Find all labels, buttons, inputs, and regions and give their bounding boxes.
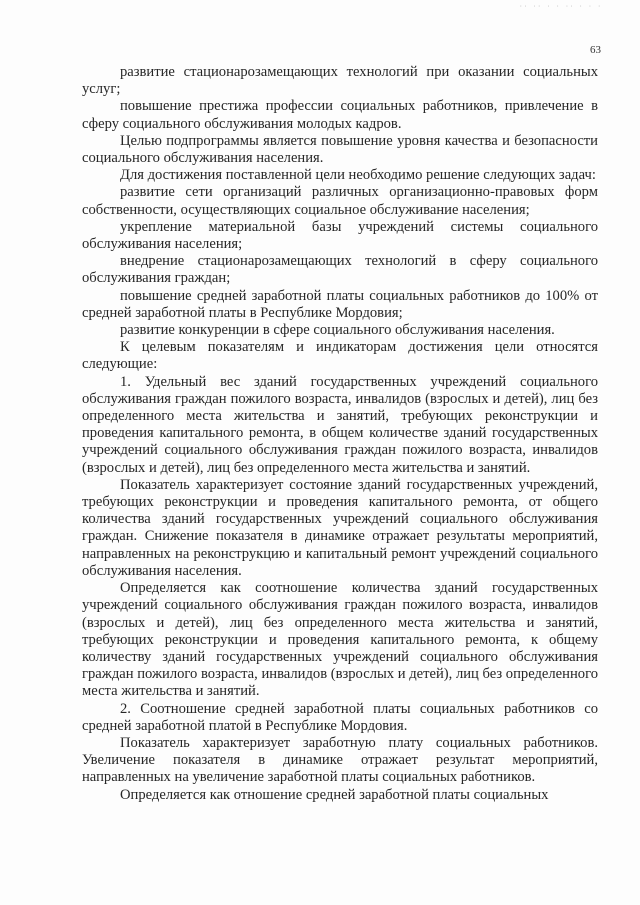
paragraph-2: повышение престижа профессии социальных работников, привлечение в сферу социального обслуживания молодых кадров. bbox=[82, 98, 598, 132]
page-number: 63 bbox=[590, 44, 601, 56]
paragraph-5: развитие сети организаций различных организационно-правовых форм собственности, осуществляющих социальное обслуживание населения; bbox=[82, 184, 598, 218]
paragraph-7: внедрение стационарозамещающих технологий в сферу социального обслуживания граждан; bbox=[82, 253, 598, 287]
paragraph-8: повышение средней заработной платы социальных работников до 100% от средней заработной платы в Республике Мордовия; bbox=[82, 287, 598, 321]
paragraph-16: Определяется как отношение средней заработной платы социальных bbox=[120, 786, 549, 803]
paragraph-3: Целью подпрограммы является повышение уровня качества и безопасности социального обслуживания населения. bbox=[82, 132, 598, 167]
paragraph-10: К целевым показателям и индикаторам достижения цели относятся следующие: bbox=[82, 339, 598, 373]
paragraph-15: Показатель характеризует заработную плату социальных работников. Увеличение показателя в динамике отражает результат мероприятий, направленных на увеличение заработной платы социальных работников. bbox=[82, 734, 598, 786]
paragraph-4: Для достижения поставленной цели необходимо решение следующих задач: bbox=[120, 167, 596, 184]
paragraph-12: Показатель характеризует состояние зданий государственных учреждений, требующих реконструкции и проведения капитального ремонта, от общего количества зданий государственных учреждений социального обслуживания граждан. Снижение показателя в динамике отражает результаты мероприятий, направленных на реконструкцию и капитальный ремонт учреждений социального обслуживания населения. bbox=[82, 476, 598, 579]
paragraph-14: 2. Соотношение средней заработной платы социальных работников со средней заработной платой в Республике Мордовия. bbox=[82, 700, 598, 734]
scan-artifact-text: ·· ·· · · ·· · · · bbox=[518, 3, 602, 10]
paragraph-1: развитие стационарозамещающих технологий при оказании социальных услуг; bbox=[82, 64, 598, 98]
paragraph-13: Определяется как соотношение количества зданий государственных учреждений социального обслуживания граждан пожилого возраста, инвалидов (взрослых и детей), лиц без определенного места жительства и занятий, требующих реконструкции и проведения капитального ремонта, к общему количеству зданий государственных учреждений социального обслуживания граждан пожилого возраста, инвалидов (взрослых и детей), лиц без определенного места жительства и занятий. bbox=[82, 580, 598, 700]
paragraph-9: развитие конкуренции в сфере социального обслуживания населения. bbox=[120, 322, 555, 339]
paragraph-6: укрепление материальной базы учреждений системы социального обслуживания населения; bbox=[82, 218, 598, 253]
document-body bbox=[82, 64, 598, 804]
paragraph-11: 1. Удельный вес зданий государственных учреждений социального обслуживания граждан пожилого возраста, инвалидов (взрослых и детей), лиц без определенного места жительства и занятий, требующих реконструкции и проведения капитального ремонта, в общем количестве зданий государственных учреждений социального обслуживания граждан пожилого возраста, инвалидов (взрослых и детей), лиц без определенного места жительства и занятий. bbox=[82, 373, 598, 476]
